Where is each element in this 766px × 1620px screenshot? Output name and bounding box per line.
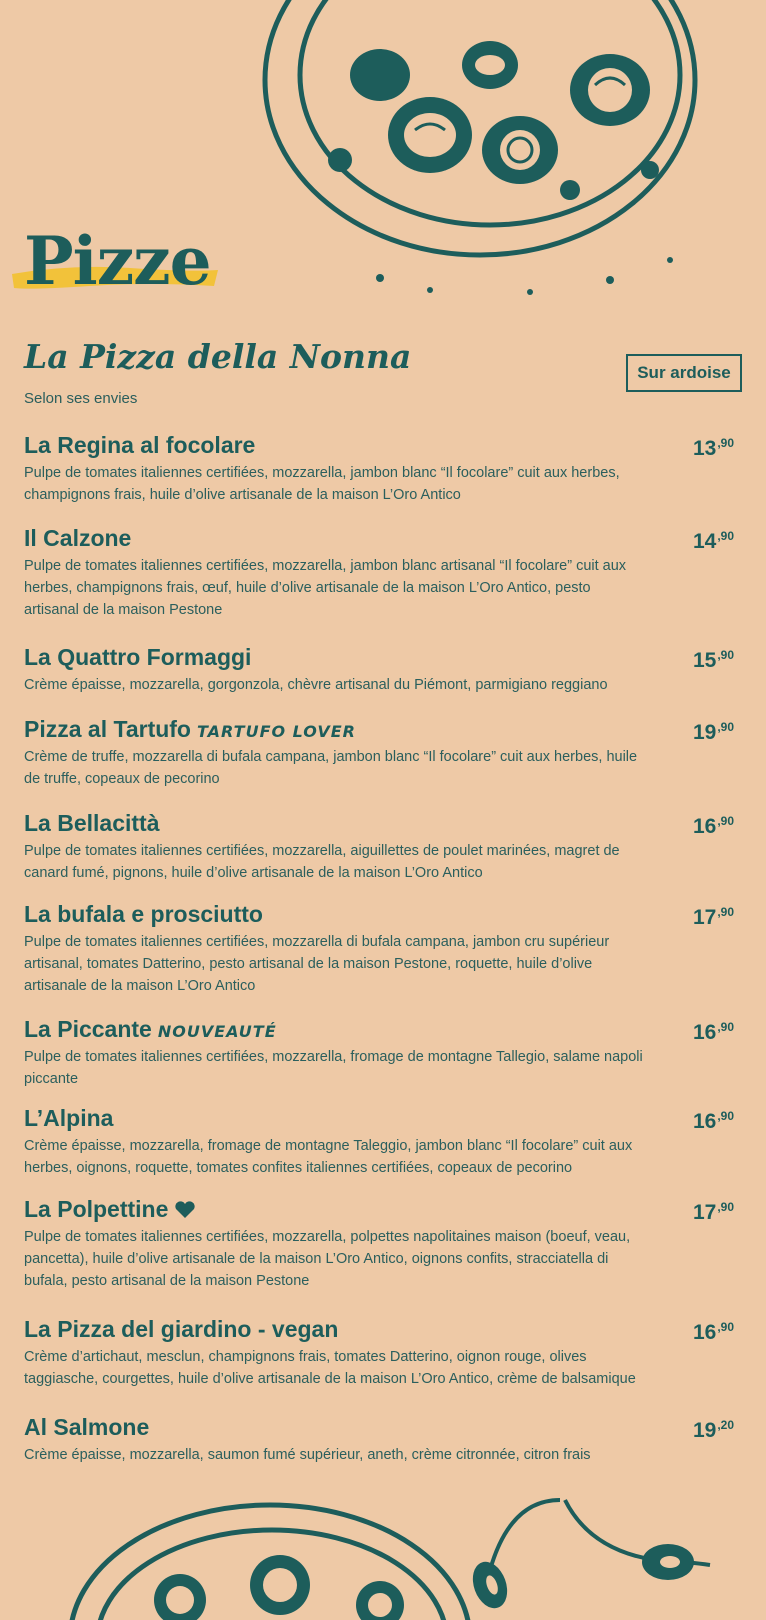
price-main: 19 <box>692 721 717 744</box>
menu-item-description: Crème épaisse, mozzarella, saumon fumé supérieur, aneth, crème citronnée, citron frais <box>24 1447 591 1464</box>
menu-item-price <box>693 1109 734 1134</box>
price-cents: ,90 <box>717 1109 734 1123</box>
basil-leaf-icon <box>470 1490 720 1620</box>
price-main: 16 <box>692 1321 717 1344</box>
menu-item-header <box>24 810 734 836</box>
price-cents: ,90 <box>717 436 734 450</box>
price-main: 17 <box>692 906 717 929</box>
menu-item-header <box>24 1105 734 1131</box>
menu-item-description: Pulpe de tomates italiennes certifiées, mozzarella, aiguillettes de poulet marinées, magret de canard fumé, pignons, huile d’olive artisanale de la maison L’Oro Antico <box>24 843 620 882</box>
menu-item-price <box>693 436 734 461</box>
menu-item-price <box>693 1200 734 1225</box>
pizza-illustration-icon <box>230 0 710 300</box>
menu-item-header <box>24 716 734 742</box>
menu-item <box>24 1016 734 1090</box>
price-main: 16 <box>692 1110 717 1133</box>
price-main: 19 <box>692 1419 717 1442</box>
sur-ardoise-button[interactable]: Sur ardoise <box>626 354 742 392</box>
price-main: 15 <box>692 649 717 672</box>
menu-item-header <box>24 1016 734 1042</box>
menu-item-tag: NOUVEAUTÉ <box>157 1022 277 1041</box>
price-cents: ,90 <box>717 1320 734 1334</box>
menu-item-price <box>693 720 734 745</box>
menu-item-name: La Pizza del giardino - vegan <box>24 1316 339 1342</box>
menu-item-header <box>24 901 734 927</box>
menu-item-price <box>693 1320 734 1345</box>
price-main: 13 <box>692 437 717 460</box>
menu-item <box>24 1196 734 1292</box>
menu-item-description: Pulpe de tomates italiennes certifiées, mozzarella, jambon blanc artisanal “Il focolare” cuit aux herbes, champignons frais, œuf, huile d’olive artisanale de la maison L’Oro Antico, pesto artisanal de la maison Pestone <box>24 558 627 619</box>
menu-item-price <box>693 1418 734 1443</box>
menu-item-header <box>24 432 734 458</box>
menu-item-price <box>693 1020 734 1045</box>
menu-item-name: La Regina al focolare <box>24 432 256 458</box>
menu-item-description: Crème épaisse, mozzarella, gorgonzola, chèvre artisanal du Piémont, parmigiano reggiano <box>24 677 608 694</box>
page-title: Pizze <box>24 222 211 300</box>
menu-item-description: Crème de truffe, mozzarella di bufala campana, jambon blanc “Il focolare” cuit aux herbes, huile de truffe, copeaux de pecorino <box>24 749 638 788</box>
special-subtitle: Selon ses envies <box>24 390 138 407</box>
price-cents: ,20 <box>717 1418 734 1432</box>
pizza-illustration-icon <box>60 1490 480 1620</box>
menu-item <box>24 901 734 997</box>
price-cents: ,90 <box>717 905 734 919</box>
menu-item-name: Al Salmone <box>24 1414 150 1440</box>
menu-item-description: Crème d’artichaut, mesclun, champignons frais, tomates Datterino, oignon rouge, olives taggiasche, courgettes, huile d’olive artisanale de la maison L’Oro Antico, crème de balsamique <box>24 1349 636 1388</box>
menu-item-description: Pulpe de tomates italiennes certifiées, mozzarella, jambon blanc “Il focolare” cuit aux herbes, champignons frais, huile d’olive artisanale de la maison L’Oro Antico <box>24 465 620 504</box>
price-main: 14 <box>692 530 717 553</box>
special-title: La Pizza della Nonna <box>24 337 412 376</box>
menu-item-price <box>693 905 734 930</box>
price-cents: ,90 <box>717 720 734 734</box>
price-cents: ,90 <box>717 648 734 662</box>
price-cents: ,90 <box>717 814 734 828</box>
menu-item-description: Pulpe de tomates italiennes certifiées, mozzarella di bufala campana, jambon cru supérieur artisanal, tomates Datterino, pesto artisanal de la maison Pestone, roquette, huile d’olive artisanale de la maison L’Oro Antico <box>24 934 610 995</box>
heart-icon <box>174 1201 196 1219</box>
menu-item <box>24 644 734 696</box>
menu-item-header <box>24 525 734 551</box>
menu-item <box>24 1316 734 1390</box>
menu-item <box>24 1414 734 1466</box>
menu-item-name: La bufala e prosciutto <box>24 901 263 927</box>
price-main: 17 <box>692 1201 717 1224</box>
menu-item-description: Pulpe de tomates italiennes certifiées, mozzarella, polpettes napolitaines maison (boeuf, veau, pancetta), huile d’olive artisanale de la maison L’Oro Antico, oignons confits, stracciatella di bufala, pesto artisanal de la maison Pestone <box>24 1229 631 1290</box>
menu-item-name: La Quattro Formaggi <box>24 644 252 670</box>
menu-item-name: La Piccante <box>24 1016 152 1042</box>
menu-item-name: La Bellacittà <box>24 810 160 836</box>
menu-item-price <box>693 529 734 554</box>
price-cents: ,90 <box>717 1020 734 1034</box>
price-main: 16 <box>692 1021 717 1044</box>
menu-item-header <box>24 1414 734 1440</box>
menu-item-name: L’Alpina <box>24 1105 114 1131</box>
menu-item-name: La Polpettine <box>24 1196 169 1222</box>
menu-item <box>24 432 734 506</box>
menu-item <box>24 810 734 884</box>
menu-item-header <box>24 1316 734 1342</box>
menu-item-tag: TARTUFO LOVER <box>197 722 356 741</box>
menu-item-description: Pulpe de tomates italiennes certifiées, mozzarella, fromage de montagne Tallegio, salame napoli piccante <box>24 1049 643 1088</box>
price-cents: ,90 <box>717 529 734 543</box>
page-title-block <box>10 222 220 300</box>
menu-item-header <box>24 644 734 670</box>
menu-item-price <box>693 648 734 673</box>
price-main: 16 <box>692 815 717 838</box>
menu-item-name: Pizza al Tartufo <box>24 716 191 742</box>
menu-item-price <box>693 814 734 839</box>
menu-item <box>24 1105 734 1179</box>
menu-item <box>24 716 734 790</box>
menu-item-header <box>24 1196 734 1222</box>
menu-item-name: Il Calzone <box>24 525 132 551</box>
price-cents: ,90 <box>717 1200 734 1214</box>
menu-item-description: Crème épaisse, mozzarella, fromage de montagne Taleggio, jambon blanc “Il focolare” cuit aux herbes, oignons, roquette, tomates confites italiennes certifiées, copeaux de pecorino <box>24 1138 633 1177</box>
menu-item <box>24 525 734 621</box>
